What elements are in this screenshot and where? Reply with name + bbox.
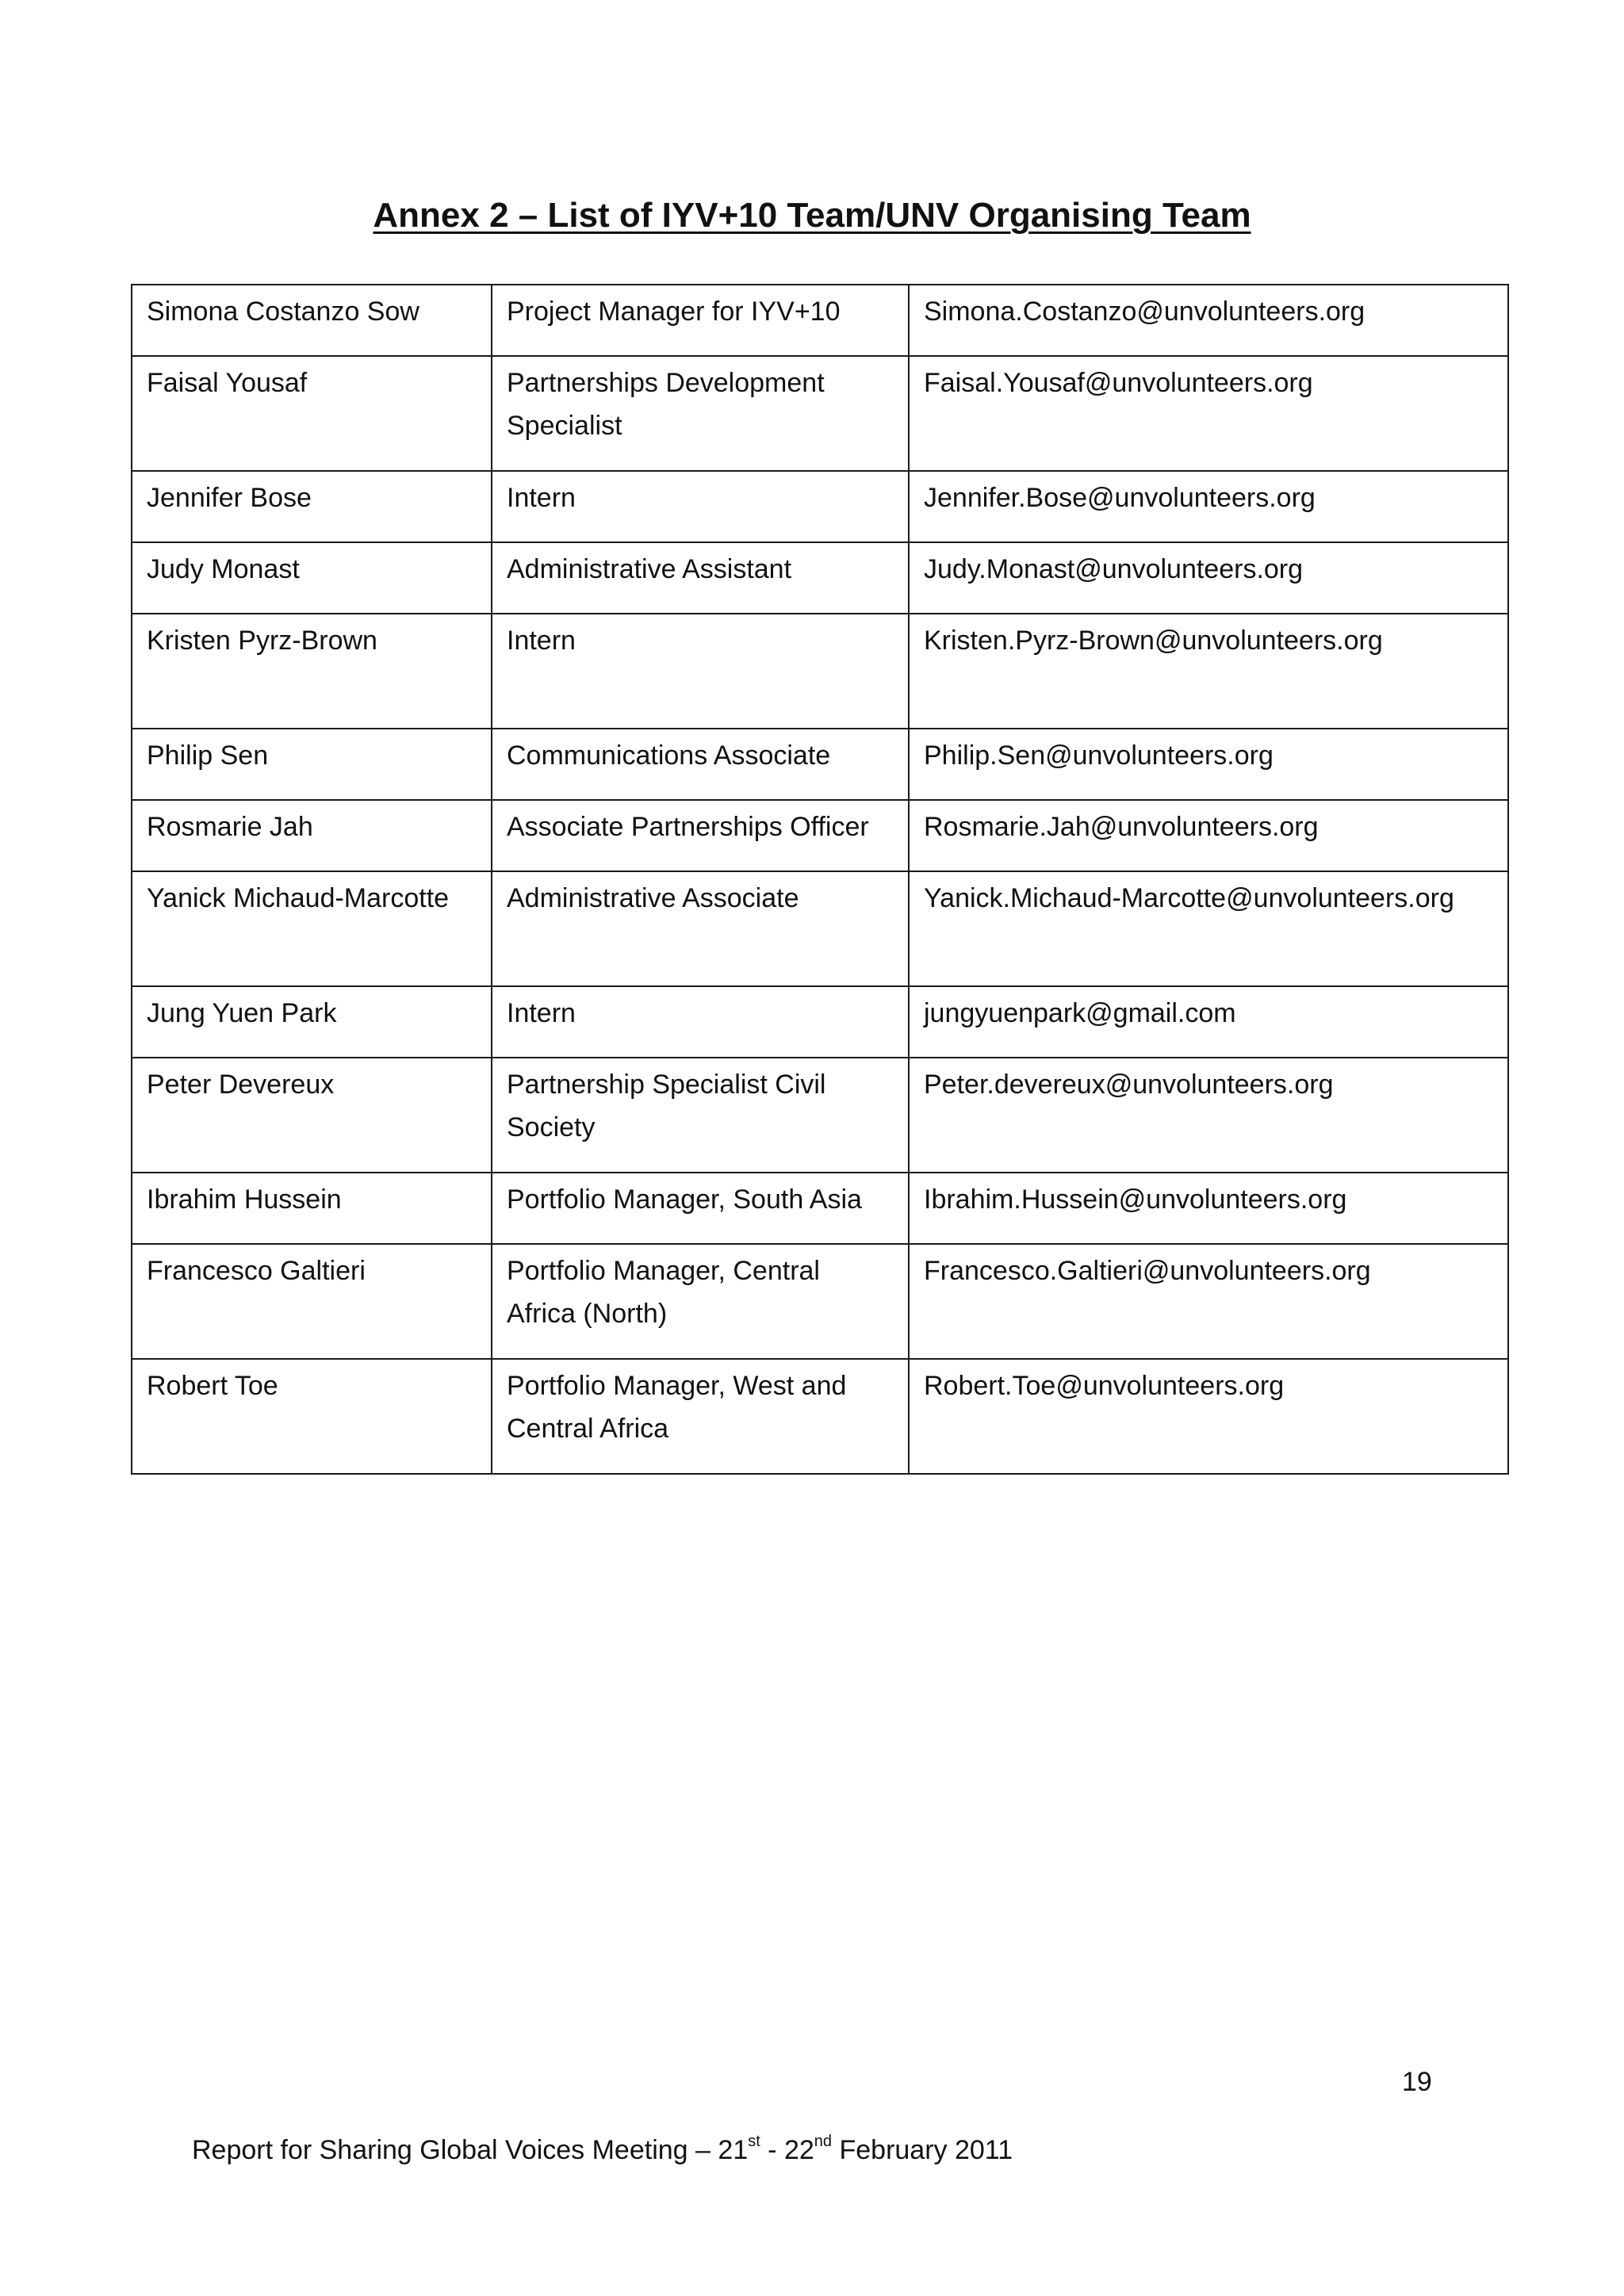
table-row [132, 356, 1508, 471]
team-table [131, 284, 1509, 1475]
footer-text-middle: - 22 [760, 2135, 814, 2165]
table-row [132, 871, 1508, 986]
member-email: Yanick.Michaud-Marcotte@unvolunteers.org [909, 871, 1508, 986]
member-email: Rosmarie.Jah@unvolunteers.org [909, 800, 1508, 871]
member-name: Kristen Pyrz-Brown [132, 614, 492, 729]
member-role: Communications Associate [492, 729, 909, 800]
member-role: Portfolio Manager, Central Africa (North) [492, 1244, 909, 1359]
member-name: Faisal Yousaf [132, 356, 492, 471]
table-row [132, 542, 1508, 614]
table-row [132, 1173, 1508, 1244]
member-name: Simona Costanzo Sow [132, 285, 492, 356]
member-email: Peter.devereux@unvolunteers.org [909, 1058, 1508, 1173]
table-row [132, 285, 1508, 356]
page-title: Annex 2 – List of IYV+10 Team/UNV Organising Team [373, 196, 1251, 235]
member-role: Intern [492, 471, 909, 542]
member-email: Ibrahim.Hussein@unvolunteers.org [909, 1173, 1508, 1244]
member-name: Rosmarie Jah [132, 800, 492, 871]
table-row [132, 614, 1508, 729]
table-row [132, 1244, 1508, 1359]
member-role: Administrative Associate [492, 871, 909, 986]
member-role: Project Manager for IYV+10 [492, 285, 909, 356]
page-number: 19 [1402, 2067, 1432, 2097]
table-row [132, 800, 1508, 871]
member-email: jungyuenpark@gmail.com [909, 986, 1508, 1058]
member-email: Philip.Sen@unvolunteers.org [909, 729, 1508, 800]
member-role: Portfolio Manager, South Asia [492, 1173, 909, 1244]
member-name: Jennifer Bose [132, 471, 492, 542]
table-row [132, 1359, 1508, 1474]
member-name: Jung Yuen Park [132, 986, 492, 1058]
member-email: Jennifer.Bose@unvolunteers.org [909, 471, 1508, 542]
member-name: Peter Devereux [132, 1058, 492, 1173]
table-row [132, 1058, 1508, 1173]
footer-ordinal-first: st [748, 2132, 760, 2150]
member-email: Simona.Costanzo@unvolunteers.org [909, 285, 1508, 356]
member-role: Intern [492, 986, 909, 1058]
member-role: Intern [492, 614, 909, 729]
page-footer [192, 2133, 1013, 2168]
member-email: Francesco.Galtieri@unvolunteers.org [909, 1244, 1508, 1359]
member-email: Faisal.Yousaf@unvolunteers.org [909, 356, 1508, 471]
member-role: Administrative Assistant [492, 542, 909, 614]
member-role: Partnership Specialist Civil Society [492, 1058, 909, 1173]
footer-text-suffix: February 2011 [832, 2135, 1013, 2165]
member-role: Associate Partnerships Officer [492, 800, 909, 871]
member-name: Robert Toe [132, 1359, 492, 1474]
member-name: Ibrahim Hussein [132, 1173, 492, 1244]
footer-text-prefix: Report for Sharing Global Voices Meeting – 21 [192, 2135, 749, 2165]
member-role: Partnerships Development Specialist [492, 356, 909, 471]
member-name: Judy Monast [132, 542, 492, 614]
table-row [132, 986, 1508, 1058]
member-name: Yanick Michaud-Marcotte [132, 871, 492, 986]
table-row [132, 471, 1508, 542]
member-email: Robert.Toe@unvolunteers.org [909, 1359, 1508, 1474]
member-name: Francesco Galtieri [132, 1244, 492, 1359]
footer-ordinal-second: nd [814, 2132, 833, 2150]
member-email: Judy.Monast@unvolunteers.org [909, 542, 1508, 614]
member-email: Kristen.Pyrz-Brown@unvolunteers.org [909, 614, 1508, 729]
member-role: Portfolio Manager, West and Central Africa [492, 1359, 909, 1474]
member-name: Philip Sen [132, 729, 492, 800]
table-row [132, 729, 1508, 800]
